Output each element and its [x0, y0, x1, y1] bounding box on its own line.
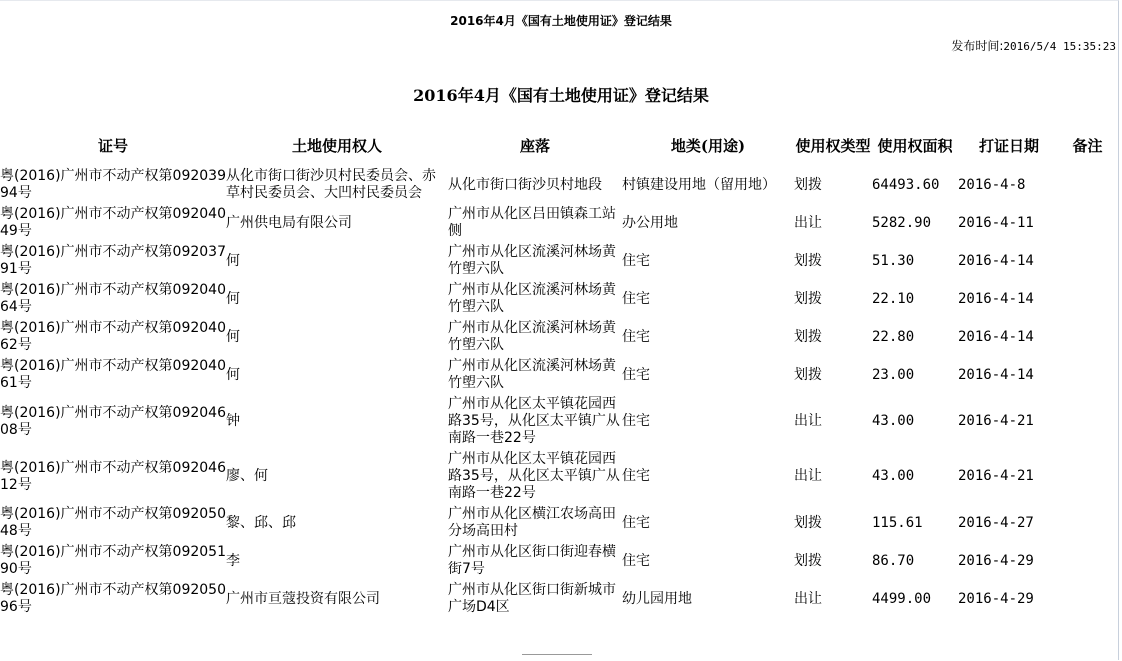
table-header-row	[0, 126, 1115, 166]
publish-time	[951, 37, 1116, 54]
cell-remark	[1060, 394, 1115, 449]
cell-remark	[1060, 204, 1115, 242]
cell-right-type: 出让	[794, 590, 822, 607]
cell-land-use: 住宅	[622, 366, 650, 383]
cell-location: 从化市街口街沙贝村地段	[448, 176, 602, 193]
cell-date: 2016-4-14	[958, 366, 1034, 383]
cell-date: 2016-4-11	[958, 214, 1034, 231]
cell-location: 广州市从化区太平镇花园西路35号，从化区太平镇广从南路一巷22号	[448, 451, 620, 501]
table-row	[0, 504, 1115, 542]
page-title: 2016年4月《国有土地使用证》登记结果	[413, 86, 709, 105]
cell-date: 2016-4-27	[958, 514, 1034, 531]
cell-land-use: 住宅	[622, 552, 650, 569]
header-land-use: 地类(用途)	[670, 137, 746, 155]
cell-area: 64493.60	[872, 176, 940, 193]
cell-right-type: 出让	[794, 468, 822, 484]
cell-date: 2016-4-29	[958, 552, 1034, 569]
cell-remark	[1060, 356, 1115, 394]
table-row	[0, 280, 1115, 318]
cell-remark	[1060, 318, 1115, 356]
cell-right-type: 划拨	[794, 366, 822, 383]
cell-right-type: 划拨	[794, 252, 822, 269]
table-row	[0, 166, 1115, 204]
table-row	[0, 204, 1115, 242]
cell-location: 广州市从化区太平镇花园西路35号，从化区太平镇广从南路一巷22号	[448, 396, 620, 446]
cell-location: 广州市从化区横江农场高田分场高田村	[448, 506, 616, 539]
cell-area: 43.00	[872, 468, 915, 484]
cell-cert: 粤(2016)广州市不动产权第09203791号	[0, 244, 226, 277]
header-owner: 土地使用权人	[291, 137, 382, 155]
cell-land-use: 村镇建设用地（留用地）	[622, 176, 776, 193]
table-row	[0, 242, 1115, 280]
cell-area: 23.00	[872, 366, 915, 383]
header-cert: 证号	[97, 137, 128, 155]
cell-land-use: 住宅	[622, 413, 650, 429]
cell-location: 广州市从化区街口街新城市广场D4区	[448, 582, 616, 615]
header-remark: 备注	[1072, 137, 1103, 155]
cell-land-use: 住宅	[622, 328, 650, 345]
cell-land-use: 幼儿园用地	[622, 590, 692, 607]
header-date: 打证日期	[978, 137, 1039, 155]
cell-cert: 粤(2016)广州市不动产权第09205048号	[0, 506, 226, 539]
cell-area: 51.30	[872, 252, 915, 269]
cell-remark	[1060, 280, 1115, 318]
table-row	[0, 580, 1115, 618]
cell-location: 广州市从化区流溪河林场黄竹塱六队	[448, 244, 616, 277]
cell-remark	[1060, 542, 1115, 580]
cell-date: 2016-4-21	[958, 468, 1034, 484]
cell-owner: 黎、邱、邱	[226, 514, 296, 531]
cell-area: 22.80	[872, 328, 915, 345]
table-row	[0, 542, 1115, 580]
cell-owner: 李	[226, 552, 240, 569]
cell-area: 22.10	[872, 290, 915, 307]
cell-land-use: 住宅	[622, 468, 650, 484]
table-row	[0, 394, 1115, 449]
cell-cert: 粤(2016)广州市不动产权第09204061号	[0, 358, 226, 391]
cell-date: 2016-4-14	[958, 328, 1034, 345]
cell-cert: 粤(2016)广州市不动产权第09203994号	[0, 168, 226, 201]
cell-date: 2016-4-21	[958, 413, 1034, 429]
table-row	[0, 318, 1115, 356]
cell-owner: 钟	[226, 413, 240, 429]
cell-location: 广州市从化区吕田镇森工站侧	[448, 206, 616, 239]
publish-time-value: 2016/5/4 15:35:23	[1003, 40, 1116, 53]
cell-right-type: 划拨	[794, 328, 822, 345]
cell-owner: 广州市亘蔻投资有限公司	[226, 590, 380, 607]
registration-table	[0, 126, 1115, 618]
cell-location: 广州市从化区流溪河林场黄竹塱六队	[448, 282, 616, 315]
cell-cert: 粤(2016)广州市不动产权第09204064号	[0, 282, 226, 315]
cell-area: 86.70	[872, 552, 915, 569]
cell-land-use: 住宅	[622, 514, 650, 531]
cell-owner: 何	[226, 328, 240, 345]
cell-location: 广州市从化区街口街迎春横街7号	[448, 544, 616, 577]
cell-location: 广州市从化区流溪河林场黄竹塱六队	[448, 320, 616, 353]
cell-area: 115.61	[872, 514, 923, 531]
table-body	[0, 166, 1115, 618]
table-row	[0, 449, 1115, 504]
cell-cert: 粤(2016)广州市不动产权第09204612号	[0, 459, 226, 493]
cell-area: 43.00	[872, 413, 915, 429]
cell-date: 2016-4-29	[958, 590, 1034, 607]
cell-area: 4499.00	[872, 590, 932, 607]
cell-remark	[1060, 580, 1115, 618]
cell-remark	[1060, 504, 1115, 542]
cell-land-use: 住宅	[622, 290, 650, 307]
cell-date: 2016-4-8	[958, 176, 1026, 193]
cell-owner: 从化市街口街沙贝村民委员会、赤草村民委员会、大凹村民委员会	[226, 168, 436, 201]
cell-cert: 粤(2016)广州市不动产权第09204608号	[0, 404, 226, 438]
cell-owner: 何	[226, 366, 240, 383]
cell-right-type: 出让	[794, 214, 822, 231]
cell-remark	[1060, 242, 1115, 280]
publish-label: 发布时间:	[951, 39, 1004, 53]
header-right-type: 使用权类型	[795, 137, 871, 155]
cell-remark	[1060, 166, 1115, 204]
cell-cert: 粤(2016)广州市不动产权第09204062号	[0, 320, 226, 353]
header-area: 使用权面积	[877, 137, 953, 155]
cell-land-use: 住宅	[622, 252, 650, 269]
cell-remark	[1060, 449, 1115, 504]
cell-area: 5282.90	[872, 214, 932, 231]
cell-right-type: 出让	[794, 413, 822, 429]
header-location: 座落	[519, 137, 550, 155]
cell-owner: 何	[226, 290, 240, 307]
cell-cert: 粤(2016)广州市不动产权第09205190号	[0, 544, 226, 577]
cell-cert: 粤(2016)广州市不动产权第09205096号	[0, 582, 226, 615]
table-row	[0, 356, 1115, 394]
cell-owner: 何	[226, 252, 240, 269]
cell-right-type: 划拨	[794, 290, 822, 307]
cell-land-use: 办公用地	[622, 214, 678, 231]
cell-right-type: 划拨	[794, 176, 822, 193]
cell-cert: 粤(2016)广州市不动产权第09204049号	[0, 206, 226, 239]
cell-owner: 廖、何	[226, 468, 268, 484]
cell-date: 2016-4-14	[958, 252, 1034, 269]
cell-right-type: 划拨	[794, 514, 822, 531]
cell-right-type: 划拨	[794, 552, 822, 569]
cell-location: 广州市从化区流溪河林场黄竹塱六队	[448, 358, 616, 391]
cell-date: 2016-4-14	[958, 290, 1034, 307]
window-title: 2016年4月《国有土地使用证》登记结果	[450, 14, 672, 28]
cell-owner: 广州供电局有限公司	[226, 214, 352, 231]
